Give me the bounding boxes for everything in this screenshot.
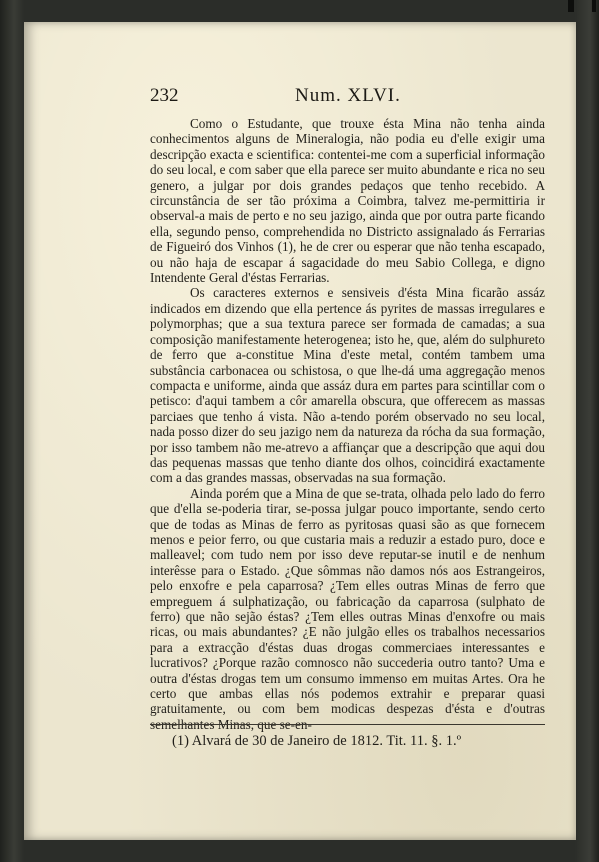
page-number: 232 [150,85,179,106]
paragraph-1: Como o Estudante, que trouxe ésta Mina não tenha ainda conhecimentos alguns de Mineralogia, não podia eu d'elle exigir uma descripção exacta e scientifica: contentei-me com a superficial informação do seu local, e com saber que ella parece ser muito abundante e rica no seu genero, a julgar por dois grandes pedaços que tenho recebido. A circunstância de ser tão próxima a Coimbra, talvez me-permittiria ir observal-a mais de perto e no seu jazigo, ainda que por outra parte ficando ella, segundo penso, comprehendida no Districto assignalado ás Ferrarias de Figueiró dos Vinhos (1), he de crer ou esperar que não tenha escapado, ou não haja de escapar á sagacidade do meu Sabio Collega, e digno Intendente Geral d'éstas Ferrarias. [150,116,545,286]
running-title: Num. XLVI. [295,85,401,106]
paragraph-3: Ainda porém que a Mina de que se-trata, olhada pelo lado do ferro que d'ella se-poderia tirar, se-possa julgar pouco importante, sendo certo que de todas as Minas de ferro as pyritosas quasi são as que fornecem menos e peior ferro, ou que custaria mais a reduzir a estado puro, doce e malleavel; com tudo nem por isso deve reputar-se inutil e de nenhum interêsse para o Estado. ¿Que sômmas não damos nós aos Estrangeiros, pelo enxofre e pela caparrosa? ¿Tem elles outras Minas de ferro que empreguem á sulphatização, ou fabricação da caparrosa (sulphato de ferro) que não sejão éstas? ¿Tem elles outras Minas d'enxofre ou mais ricas, ou mais abundantes? ¿E não julgão elles os trabalhos necessarios para a extracção d'éstas duas drogas commerciaes interessantes e lucrativos? ¿Porque razão comnosco não succederia outro tanto? Uma e outra d'éstas drogas tem um consumo immenso em muitas Artes. Ora he certo que ambas ellas nós podemos extrahir e preparar quasi gratuitamente, ou com bem modicas despezas d'ésta e d'outras semelhantes Minas, que se-en- [150,485,545,732]
paragraph-2: Os caracteres externos e sensiveis d'ésta Mina ficarão assáz indicados em dizendo que ella pertence ás pyrites de massas irregulares e polymorphas; que a sua textura parece ser formada de camadas; a sua composição manifestamente heterogenea; isto he, que, além do sulphureto de ferro que a-constitue Mina d'este metal, contém tambem uma substância carbonacea ou schistosa, o que lhe-dá uma aggregação menos compacta e uniforme, ainda que assáz dura em partes para scintillar com o petisco: d'aqui tambem a côr amarella obscura, que offerecem as massas parciaes que tenho á vista. Não a-tendo porém observado no seu local, nada posso dizer do seu jazigo nem da natureza da rócha da sua formação, por isso tambem não me-atrevo a affiançar que a descripção que aqui dou das pequenas massas que tenho diante dos olhos, coincidirá exactamente com a das grandes massas, observadas na sua formação. [150,285,545,486]
body-text [150,116,545,732]
footnote: (1) Alvará de 30 de Janeiro de 1812. Tit. 11. §. 1.º [172,733,462,749]
page-tab-marker [568,0,596,12]
page-header [150,85,554,109]
footnote-rule [150,724,545,725]
